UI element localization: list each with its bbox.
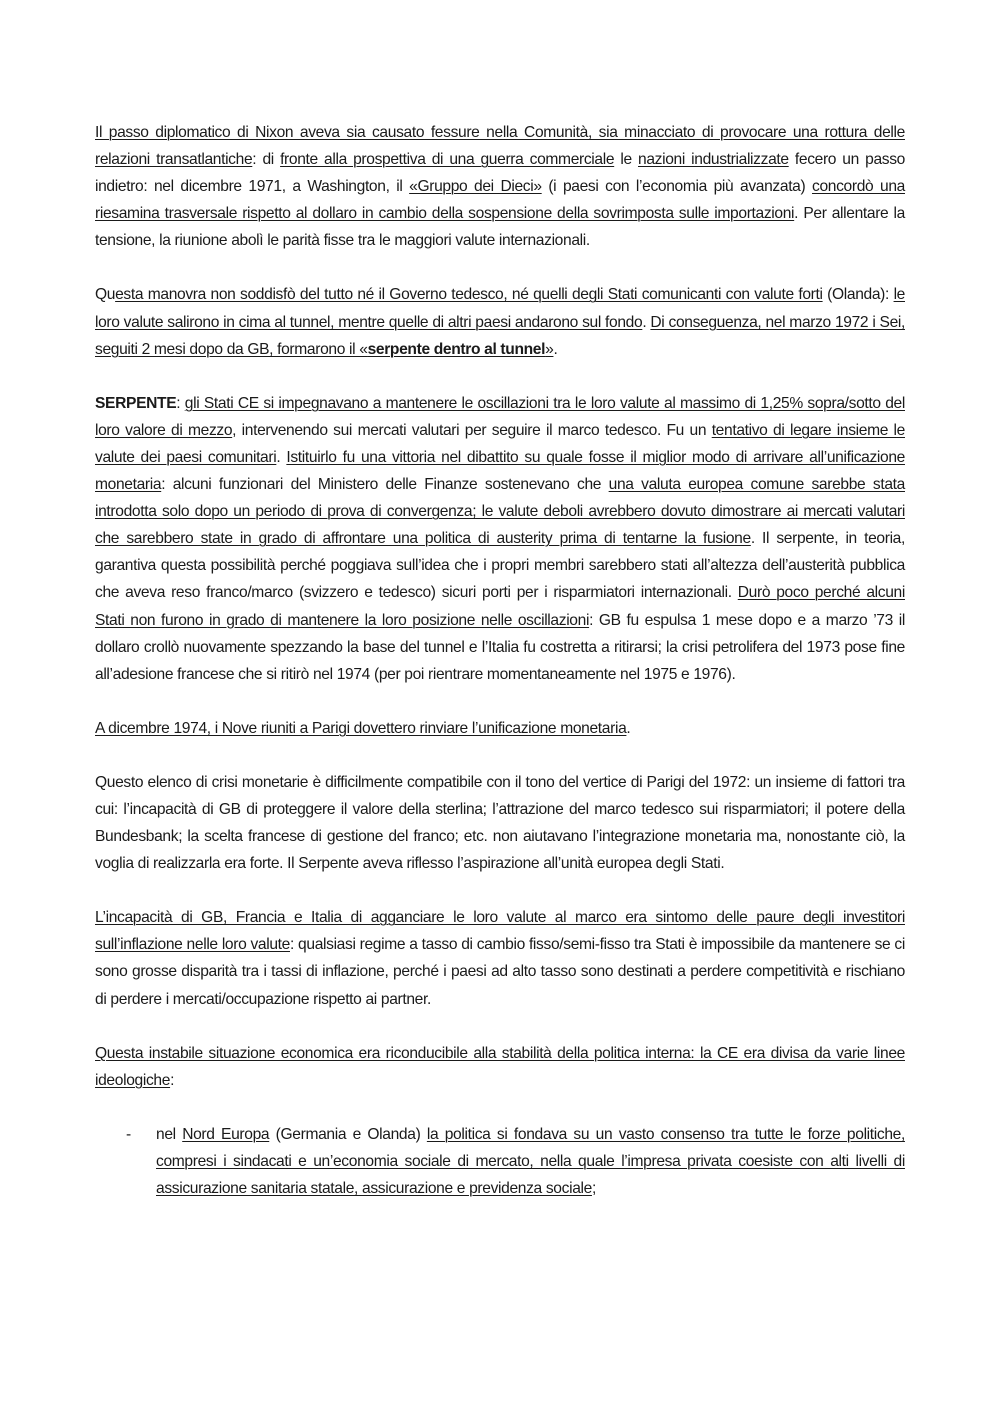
text-run: tentativo di legare insieme le valute dei paesi comunitari (95, 421, 905, 466)
text-run: » (545, 340, 554, 358)
text-run: Questo elenco di crisi monetarie è difficilmente compatibile con il tono del vertice di Parigi del 1972: un insieme di fattori tra cui: l’incapacità di GB di proteggere il valore della sterlina; l’attrazione del marco tedesco sui risparmiatori; il potere della Bundesbank; la scelta francese di gestione del franco; etc. non aiutavano l’integrazione monetaria ma, nonostante ciò, la voglia di realizzarla era forte. Il Serpente aveva riflesso l’aspirazione all’unità europea degli Stati. (95, 773, 905, 873)
text-run: Questa instabile situazione economica era riconducibile alla stabilità della politica interna: la CE era divisa da varie linee ideologiche (95, 1044, 905, 1089)
text-run: le loro valute salirono in cima al tunnel, mentre quelle di altri paesi andarono sul fondo (95, 286, 905, 331)
text-run: A dicembre 1974, i Nove riuniti a Parigi dovettero rinviare l’unificazione monetaria (95, 719, 627, 737)
paragraph (95, 390, 905, 688)
text-run: Di conseguenza, nel marzo 1972 i Sei, seguiti 2 mesi dopo da GB, formarono il « (95, 313, 905, 358)
paragraph (95, 281, 905, 362)
text-run: (i paesi con l’economia più avanzata) (541, 178, 813, 196)
paragraph (95, 769, 905, 877)
text-run: . Per allentare la tensione, la riunione abolì le parità fisse tra le maggiori valute internazionali. (95, 205, 905, 250)
text-run: nel (156, 1125, 183, 1143)
text-run: fronte alla prospettiva di una guerra commerciale (280, 151, 615, 169)
text-run: Nord Europa (182, 1125, 270, 1143)
text-run: : GB fu espulsa 1 mese dopo e a marzo ’73 il dollaro crollò nuovamente spezzando la base del tunnel e l’Italia fu costretta a ritirarsi; la crisi petrolifera del 1973 pose fine all’adesione francese che si ritirò nel 1974 (per poi rientrare momentaneamente nel 1975 e 1976). (95, 611, 905, 683)
text-run: serpente dentro al tunnel (367, 340, 546, 358)
text-run: gli Stati CE si impegnavano a mantenere le oscillazioni tra le loro valute al massimo di 1,25% sopra/sotto del loro valore di mezzo (95, 394, 905, 439)
text-run: fecero un passo indietro: nel dicembre 1971, a Washington, il (95, 151, 906, 196)
text-run: , intervenendo sui mercati valutari per seguire il marco tedesco. Fu un (232, 421, 712, 439)
text-run: (Germania e Olanda) (269, 1125, 427, 1143)
text-run: : (176, 394, 185, 412)
text-run: Il passo diplomatico di Nixon aveva sia causato fessure nella Comunità, sia minacciato di provocare una rottura delle relazioni transatlantiche (95, 124, 905, 169)
text-run: L’incapacità di GB, Francia e Italia di agganciare le loro valute al marco era sintomo delle paure degli investitori sull’inflazione nelle loro valute (95, 909, 905, 954)
text-run: le (614, 151, 638, 169)
bullet-list (95, 1121, 905, 1202)
text-run: concordò una riesamina trasversale rispetto al dollaro in cambio della sospensione della sovrimposta sulle importazioni (95, 178, 905, 223)
text-run: . (642, 313, 651, 331)
text-run: esta manovra non soddisfò del tutto né il Governo tedesco, né quelli degli Stati comunicanti con valute forti (115, 286, 823, 304)
text-run: «Gruppo dei Dieci» (409, 178, 542, 196)
text-run: : (170, 1071, 175, 1089)
paragraph (95, 715, 905, 742)
paragraph (95, 1040, 905, 1094)
text-run: : qualsiasi regime a tasso di cambio fisso/semi-fisso tra Stati è impossibile da mantenere se ci sono grosse disparità tra i tassi di inflazione, perché i paesi ad alto tasso sono destinati a perdere competitività e rischiano di perdere i mercati/occupazione rispetto ai partner. (95, 936, 905, 1008)
text-run: Istituirlo fu una vittoria nel dibattito su quale fosse il miglior modo di arrivare all’unificazione monetaria (95, 448, 905, 494)
bullet-marker: - (126, 1125, 131, 1143)
text-run: Durò poco perché alcuni Stati non furono in grado di mantenere la loro posizione nelle oscillazioni (95, 584, 905, 629)
text-run: ; (591, 1180, 596, 1197)
text-run: nazioni industrializzate (638, 151, 789, 169)
text-run: . (626, 719, 631, 737)
text-run: . (276, 448, 287, 466)
body-text (95, 119, 905, 1094)
text-run: Qu (95, 286, 116, 304)
document-page (95, 119, 905, 1202)
text-run: . Il serpente, in teoria, garantiva questa possibilità perché poggiava sull’idea che i propri membri sarebbero stati all’altezza dell’austerità pubblica che aveva reso franco/marco (svizzero e tedesco) sicuri porti per i risparmiatori internazionali. (95, 530, 905, 602)
paragraph (95, 119, 905, 254)
text-run: : alcuni funzionari del Ministero delle Finanze sostenevano che (161, 476, 609, 494)
text-run: la politica si fondava su un vasto consenso tra tutte le forze politiche, compresi i sindacati e un’economia sociale di mercato, nella quale l’impresa privata coesiste con alti livelli di assicurazione sanitaria statale, assicurazione e previdenza sociale (156, 1125, 905, 1197)
text-run: . (553, 340, 558, 358)
paragraph (95, 904, 905, 1012)
text-run: una valuta europea comune sarebbe stata introdotta solo dopo un periodo di prova di convergenza; le valute deboli avrebbero dovuto dimostrare ai mercati valutari che sarebbero state in grado di affrontare una politica di austerity prima di tentarne la fusione (95, 476, 905, 548)
text-run: (Olanda): (822, 286, 894, 304)
text-run: SERPENTE (95, 394, 177, 412)
list-item (95, 1121, 905, 1202)
text-run: : di (252, 151, 281, 169)
